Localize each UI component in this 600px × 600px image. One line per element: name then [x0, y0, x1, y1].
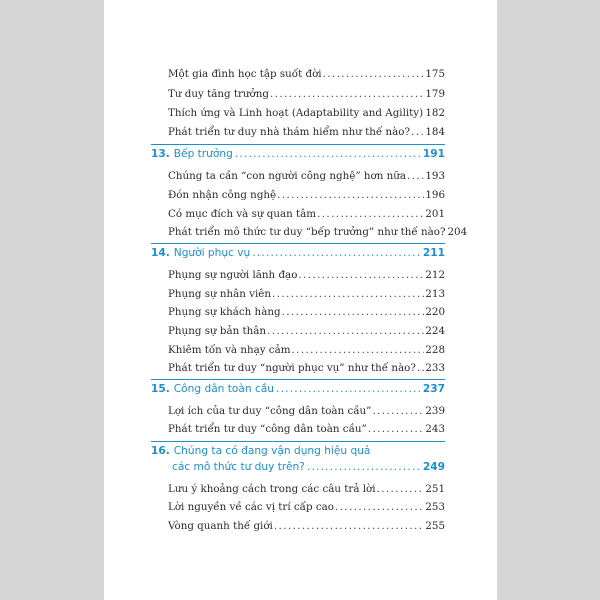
dot-leader: [282, 306, 425, 318]
dot-leader: [276, 383, 421, 395]
toc-entry-label: Tư duy tăng trưởng: [168, 88, 269, 100]
chapter-title: Bếp trưởng: [173, 148, 233, 160]
toc-entry-label: Phụng sự khách hàng: [168, 306, 281, 318]
toc-entry: [168, 306, 445, 318]
chapter-divider: [151, 144, 445, 145]
toc-entry-label: Phát triển tư duy “người phục vụ” như thế nào?: [168, 362, 416, 374]
toc-entry-page: 243: [425, 423, 445, 435]
toc-entry-page: 220: [425, 306, 445, 318]
dot-leader: [277, 189, 424, 201]
toc-entry-label: Lời nguyền về các vị trí cấp cao: [168, 501, 334, 513]
book-page: [104, 0, 497, 600]
toc-entry-label: Một gia đình học tập suốt đời: [168, 68, 322, 80]
toc-entry: [168, 520, 445, 532]
toc-entry: [168, 68, 445, 80]
toc-entry-page: 179: [425, 88, 445, 100]
toc-entry-page: 228: [425, 344, 445, 356]
dot-leader: [267, 325, 424, 337]
toc-entry-label: Lợi ích của tư duy “công dân toàn cầu”: [168, 405, 372, 417]
dot-leader: [335, 501, 424, 513]
chapter-number: 16.: [151, 445, 170, 457]
toc-entry-page: 204: [447, 226, 468, 238]
toc-entry-page: 182: [425, 107, 445, 119]
toc-entry-page: 255: [425, 520, 445, 532]
toc-entry: [168, 189, 445, 201]
chapter-heading: [151, 383, 445, 395]
dot-leader: [272, 288, 424, 300]
toc-entry: [168, 269, 445, 281]
dot-leader: [307, 461, 421, 473]
toc-entry: [168, 170, 445, 182]
dot-leader: [291, 344, 424, 356]
toc-entry-page: 213: [425, 288, 445, 300]
toc-entry-label: Đón nhận công nghệ: [168, 189, 277, 201]
toc-entry: [168, 126, 445, 138]
dot-leader: [317, 208, 424, 220]
toc-entry-label: Chúng ta cần “con người công nghệ” hơn nữa: [168, 170, 407, 182]
chapter-number: 14.: [151, 247, 170, 259]
dot-leader: [372, 405, 424, 417]
toc-entry: [168, 362, 445, 374]
toc-entry-label: Phát triển tư duy nhà thám hiểm như thế nào?: [168, 126, 411, 138]
toc-entry-label: Vòng quanh thế giới: [168, 520, 273, 532]
dot-leader: [235, 148, 421, 160]
toc-entry-page: 193: [425, 170, 445, 182]
toc-entry: [168, 344, 445, 356]
dot-leader: [270, 88, 424, 100]
chapter-divider: [151, 243, 445, 244]
toc-entry-page: 251: [425, 483, 445, 495]
chapter-heading: [151, 148, 445, 160]
toc-entry-label: Phụng sự nhân viên: [168, 288, 272, 300]
dot-leader: [323, 68, 425, 80]
toc-entry-label: Phát triển mô thức tư duy “bếp trưởng” như thế nào?: [168, 226, 446, 238]
chapter-page: 211: [422, 247, 445, 259]
dot-leader: [298, 269, 424, 281]
chapter-page: 191: [422, 148, 445, 160]
toc-entry: [168, 405, 445, 417]
toc-entry: [168, 288, 445, 300]
toc-entry-label: Phụng sự người lãnh đạo: [168, 269, 298, 281]
dot-leader: [252, 247, 421, 259]
toc-entry: [168, 325, 445, 337]
toc-entry-label: Phát triển tư duy “công dân toàn cầu”: [168, 423, 367, 435]
toc-entry: [168, 88, 445, 100]
toc-entry-label: Phụng sự bản thân: [168, 325, 267, 337]
toc-entry-page: 184: [425, 126, 445, 138]
dot-leader: [407, 170, 424, 182]
dot-leader: [411, 126, 424, 138]
toc-entry-page: 196: [425, 189, 445, 201]
chapter-divider: [151, 441, 445, 442]
chapter-page: 249: [422, 461, 445, 473]
dot-leader: [417, 362, 424, 374]
toc-entry-page: 233: [425, 362, 445, 374]
toc-entry-page: 224: [425, 325, 445, 337]
toc-entry-label: Lưu ý khoảng cách trong các câu trả lời: [168, 483, 376, 495]
toc-entry: [168, 501, 445, 513]
toc-entry-page: 175: [425, 68, 445, 80]
chapter-title: Chúng ta có đang vận dụng hiệu quả: [173, 445, 371, 457]
chapter-divider: [151, 379, 445, 380]
chapter-heading: [151, 445, 445, 457]
chapter-title-line2: các mô thức tư duy trên?: [172, 461, 305, 473]
toc-entry-page: 212: [425, 269, 445, 281]
chapter-title: Người phục vụ: [173, 247, 251, 259]
toc-entry-page: 201: [425, 208, 445, 220]
toc-entry: [168, 483, 445, 495]
toc-entry-label: Có mục đích và sự quan tâm: [168, 208, 317, 220]
chapter-title: Công dân toàn cầu: [173, 383, 275, 395]
dot-leader: [377, 483, 425, 495]
toc-entry: [168, 226, 468, 238]
toc-entry-label: Thích ứng và Linh hoạt (Adaptability and Agility): [168, 107, 424, 119]
dot-leader: [274, 520, 425, 532]
toc-entry: [168, 423, 445, 435]
toc-entry: [168, 208, 445, 220]
chapter-heading-continued: [172, 461, 445, 473]
toc-entry-page: 239: [425, 405, 445, 417]
chapter-number: 13.: [151, 148, 170, 160]
toc-entry: [168, 107, 445, 119]
toc-entry-label: Khiêm tốn và nhạy cảm: [168, 344, 291, 356]
chapter-number: 15.: [151, 383, 170, 395]
chapter-heading: [151, 247, 445, 259]
chapter-page: 237: [422, 383, 445, 395]
dot-leader: [368, 423, 425, 435]
toc-entry-page: 253: [425, 501, 445, 513]
